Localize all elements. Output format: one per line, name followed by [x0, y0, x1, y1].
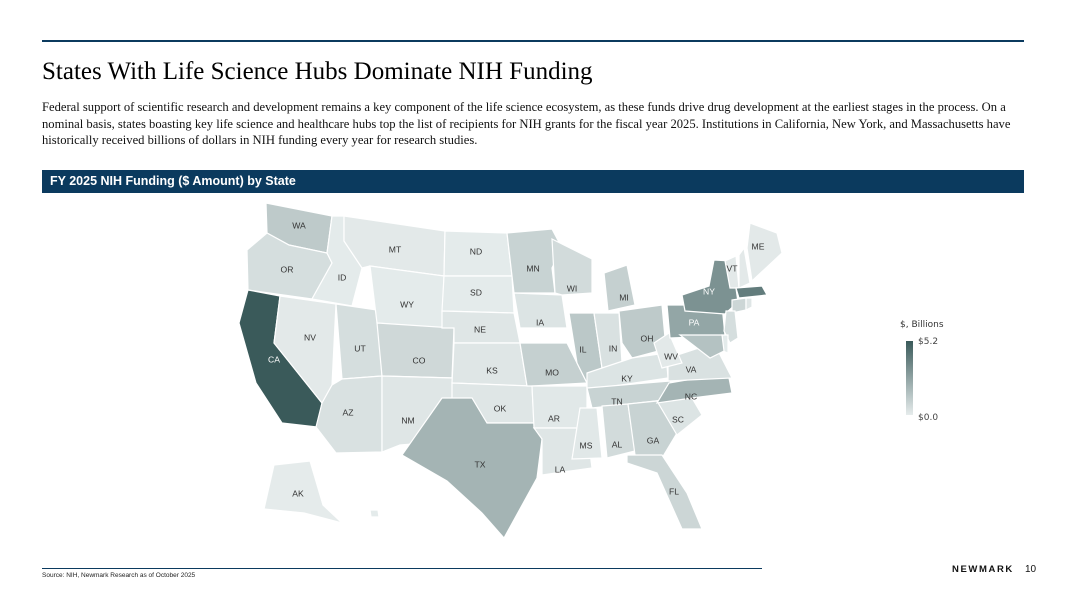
page-number: 10	[1025, 564, 1037, 575]
state-label-nv: NV	[304, 332, 316, 343]
state-label-va: VA	[685, 364, 697, 375]
state-label-oh: OH	[640, 333, 654, 344]
state-label-wa: WA	[292, 220, 306, 231]
state-label-la: LA	[554, 464, 566, 475]
top-rule	[42, 40, 1024, 42]
slide-body-text: Federal support of scientific research and development remains a key component of the life science ecosystem, as these funds drive drug development at the earliest stages in the process. On a nominal basis, states boasting key life science and healthcare hubs top the list of recipients for NIH grants for the fiscal year 2025. Institutions in California, New York, and Massachusetts have historically received billions of dollars in NIH funding every year for research studies.	[42, 100, 1011, 148]
map-panel	[42, 193, 1024, 549]
state-label-ok: OK	[493, 403, 507, 414]
state-label-ne: NE	[474, 324, 486, 335]
state-label-mo: MO	[545, 367, 559, 378]
state-wy	[370, 266, 444, 328]
state-label-or: OR	[280, 264, 294, 275]
state-label-al: AL	[611, 439, 623, 450]
state-label-mt: MT	[388, 244, 402, 255]
states-layer	[239, 203, 782, 538]
state-ri	[746, 298, 752, 310]
state-label-nm: NM	[401, 415, 415, 426]
state-hi	[370, 510, 379, 517]
state-label-id: ID	[337, 272, 347, 283]
state-label-ar: AR	[548, 413, 560, 424]
state-label-mn: MN	[526, 263, 540, 274]
bottom-rule	[42, 568, 762, 569]
state-label-az: AZ	[342, 407, 354, 418]
state-label-in: IN	[608, 343, 618, 354]
panel-header: FY 2025 NIH Funding ($ Amount) by State	[42, 170, 1024, 193]
state-label-il: IL	[579, 344, 587, 355]
state-label-vt: VT	[726, 263, 738, 274]
legend-max-label: $5.2	[918, 337, 939, 347]
state-label-wv: WV	[664, 351, 678, 362]
state-label-ca: CA	[268, 354, 280, 365]
state-label-pa: PA	[688, 317, 700, 328]
state-label-fl: FL	[668, 486, 680, 497]
state-ut	[336, 304, 382, 379]
state-label-ks: KS	[486, 365, 498, 376]
slide-title: States With Life Science Hubs Dominate NIH Funding	[42, 58, 593, 85]
newmark-logo: NEWMARK	[952, 564, 1014, 575]
state-label-nc: NC	[684, 391, 698, 402]
state-me	[747, 223, 782, 281]
legend	[900, 320, 944, 423]
state-fl	[627, 455, 702, 529]
legend-min-label: $0.0	[918, 413, 939, 423]
state-ma	[736, 286, 767, 298]
state-label-sc: SC	[672, 414, 684, 425]
state-label-mi: MI	[619, 292, 629, 303]
us-choropleth-map	[42, 193, 1024, 549]
legend-gradient-bar	[906, 341, 913, 415]
state-label-tn: TN	[611, 396, 623, 407]
state-label-ms: MS	[579, 440, 593, 451]
state-label-wy: WY	[400, 299, 414, 310]
state-label-ak: AK	[292, 488, 304, 499]
state-label-ky: KY	[621, 373, 633, 384]
state-mi	[604, 265, 635, 311]
legend-title: $, Billions	[900, 320, 944, 330]
state-label-nd: ND	[469, 246, 483, 257]
state-label-co: CO	[412, 355, 426, 366]
state-label-ut: UT	[354, 343, 366, 354]
source-note: Source: NIH, Newmark Research as of October 2025	[42, 572, 196, 579]
state-label-tx: TX	[474, 459, 486, 470]
state-label-me: ME	[751, 241, 765, 252]
state-label-ga: GA	[646, 435, 660, 446]
state-co	[377, 323, 454, 378]
state-label-wi: WI	[566, 283, 578, 294]
state-label-ia: IA	[535, 317, 545, 328]
state-label-sd: SD	[470, 287, 482, 298]
state-label-ny: NY	[703, 286, 715, 297]
